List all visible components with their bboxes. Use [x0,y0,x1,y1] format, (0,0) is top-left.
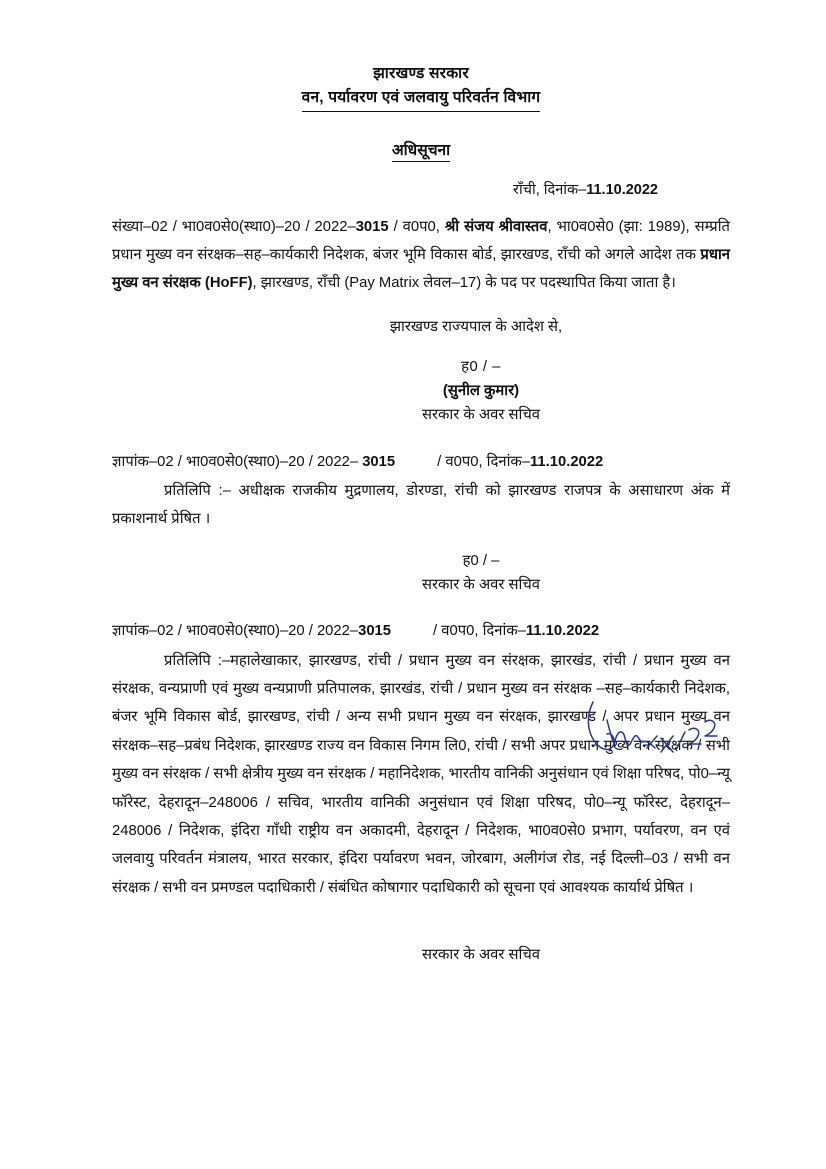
designation-memo-two: सरकार के अवर सचिव [421,947,541,964]
sd-mark-primary: ह0 / – [461,358,501,375]
memo-suffix: / व0प0, [388,218,445,235]
memo-two-label: ज्ञापांक–02 / भा0व0से0(स्था0)–20 / 2022– [112,623,359,640]
order-paragraph [112,213,730,298]
designation-memo-one: सरकार के अवर सचिव [421,576,541,593]
by-order-of-governor: झारखण्ड राज्यपाल के आदेश से, [389,318,563,335]
notification-heading-text: अधिसूचना [392,138,450,162]
officer-name: श्री संजय श्रीवास्तव [444,218,548,235]
memo-two-body-text: प्रतिलिपि :–महालेखाकार, झारखण्ड, रांची / प्रधान मुख्य वन संरक्षक, झारखंड, रांची / प्रधान मुख्य वन संरक्षक, वन्यप्राणी एवं मुख्य वन्यप्राणी प्रतिपालक, झारखंड, रांची / प्रधान मुख्य वन संरक्षक –सह–कार्यकारी निदेशक, बंजर भूमि विकास बोर्ड, झारखण्ड, रांची / अन्य सभी प्रधान मुख्य वन संरक्षक, झारखण्ड / अपर प्रधान मुख्य वन संरक्षक–सह–प्रबंध निदेशक, झारखण्ड राज्य वन विकास निगम लि0, रांची / सभी अपर प्रधान मुख्य वन संरक्षक / सभी मुख्य वन संरक्षक / सभी क्षेत्रीय मुख्य वन संरक्षक / महानिदेशक, भारतीय वानिकी अनुसंधान एवं शिक्षा परिषद, पो0–न्यू फॉरेस्ट, देहरादून–248006 / सचिव, भारतीय वानिकी अनुसंधान एवं शिक्षा परिषद, पो0–न्यू फॉरेस्ट, देहरादून–248006 / निदेशक, इंदिरा गाँधी राष्ट्रीय वन अकादमी, देहरादून / निदेशक, भा0व0से0 प्रभाग, पर्यावरण, वन एवं जलवायु परिवर्तन मंत्रालय, भारत सरकार, इंदिरा पर्यावरण भवन, जोरबाग, अलीगंज रोड, नई दिल्ली–03 / सभी वन संरक्षक / सभी वन प्रमण्डल पदाधिकारी / संबंधित कोषागार पदाधिकारी को सूचना एवं आवश्यक कार्यार्थ प्रेषित । [112,652,730,896]
memo-two-slash: / [433,623,442,640]
posting-details: , झारखण्ड, राँची (Pay Matrix लेवल–17) के पद पर पदस्थापित किया जाता है। [252,275,676,292]
memo-one-slash: / [437,453,446,470]
memo-two-body [112,647,730,903]
signatory-name: (सुनील कुमार) [442,382,520,399]
memo-one-number: 3015 [362,453,396,470]
signatory-designation: सरकार के अवर सचिव [421,406,541,423]
document-header [112,62,730,112]
memo-two-tail: व0प0, दिनांक– [441,623,526,640]
department-title: वन, पर्यावरण एवं जलवायु परिवर्तन विभाग [302,86,541,111]
signature-block-memo-two [112,944,730,964]
memo-one-body [112,477,730,534]
notification-date: 11.10.2022 [586,181,658,198]
memo-one-tail: व0प0, दिनांक– [445,453,530,470]
sd-mark-memo-one: ह0 / – [462,552,500,569]
memo-one-header [112,448,730,476]
officer-service-details: , भा0व0से0 (झा: 1989), सम्प्रति प्रधान मुख्य वन संरक्षक–सह–कार्यकारी निदेशक, बंजर भूमि विकास बोर्ड, झारखण्ड, राँची को अगले आदेश तक [112,218,730,263]
memo-section-two [112,617,730,902]
posting-designation: प्रधान मुख्य वन संरक्षक (HoFF) [112,246,730,292]
place-label: राँची, दिनांक– [513,181,587,198]
memo-prefix: संख्या–02 / भा0व0से0(स्था0)–20 / 2022– [112,218,356,235]
memo-one-date: 11.10.2022 [530,453,604,470]
memo-one-body-text: प्रतिलिपि :– अधीक्षक राजकीय मुद्रणालय, डोरण्डा, रांची को झारखण्ड राजपत्र के असाधारण अंक में प्रकाशनार्थ प्रेषित । [112,482,730,528]
memo-number: 3015 [355,218,389,235]
order-body [112,213,730,298]
memo-section-one [112,448,730,534]
signature-block-memo-one [112,550,730,598]
notification-heading [112,138,730,162]
memo-two-header [112,617,730,645]
memo-two-number: 3015 [358,623,392,640]
signature-block-primary [112,356,730,428]
memo-two-date: 11.10.2022 [525,623,600,640]
place-and-date [112,179,730,199]
government-title: झारखण्ड सरकार [373,65,469,82]
memo-one-label: ज्ञापांक–02 / भा0व0से0(स्था0)–20 / 2022– [112,453,363,470]
